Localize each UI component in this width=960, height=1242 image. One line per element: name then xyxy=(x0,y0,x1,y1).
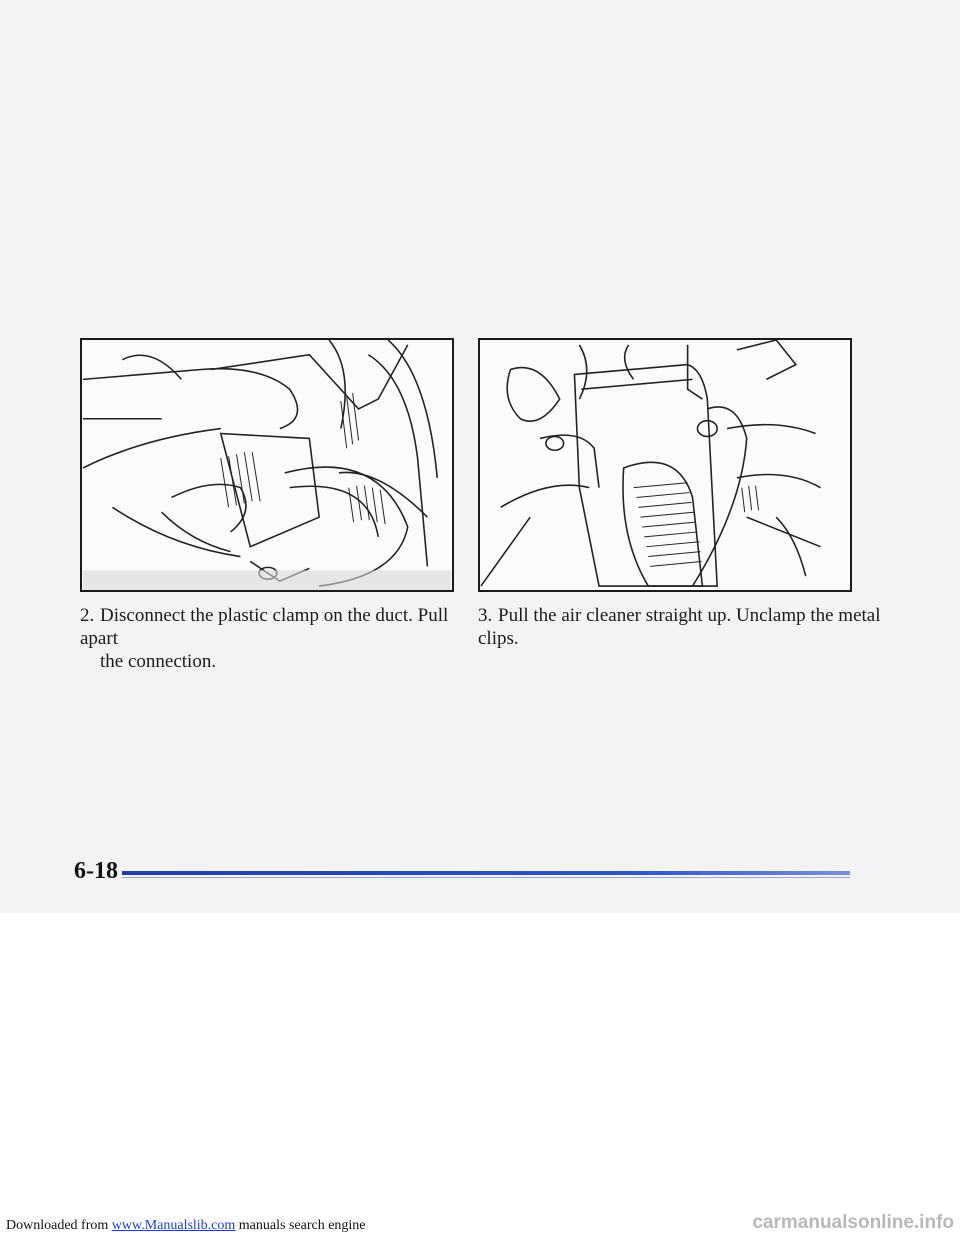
footer-rule xyxy=(122,871,850,875)
step-text-line1: Pull the air cleaner straight up. Unclamp the metal clips. xyxy=(478,605,881,649)
download-source-line xyxy=(6,1218,366,1234)
step-2-caption xyxy=(80,604,470,673)
illustration-disconnect-clamp xyxy=(80,338,454,592)
step-number: 2. xyxy=(80,605,95,626)
air-cleaner-drawing xyxy=(480,340,850,590)
illustration-air-cleaner xyxy=(478,338,852,592)
download-prefix: Downloaded from xyxy=(6,1218,112,1233)
footer-rule-thin xyxy=(122,877,850,878)
page-number: 6-18 xyxy=(74,858,118,884)
watermark: carmanualsonline.info xyxy=(752,1212,954,1233)
step-number: 3. xyxy=(478,605,493,626)
clamp-drawing xyxy=(82,340,452,590)
step-text-line2: the connection. xyxy=(100,651,217,672)
download-suffix: manuals search engine xyxy=(235,1218,366,1233)
step-3-caption xyxy=(478,604,898,650)
step-text-line1: Disconnect the plastic clamp on the duct. Pull apart xyxy=(80,605,449,649)
manualslib-link[interactable]: www.Manualslib.com xyxy=(111,1218,236,1233)
